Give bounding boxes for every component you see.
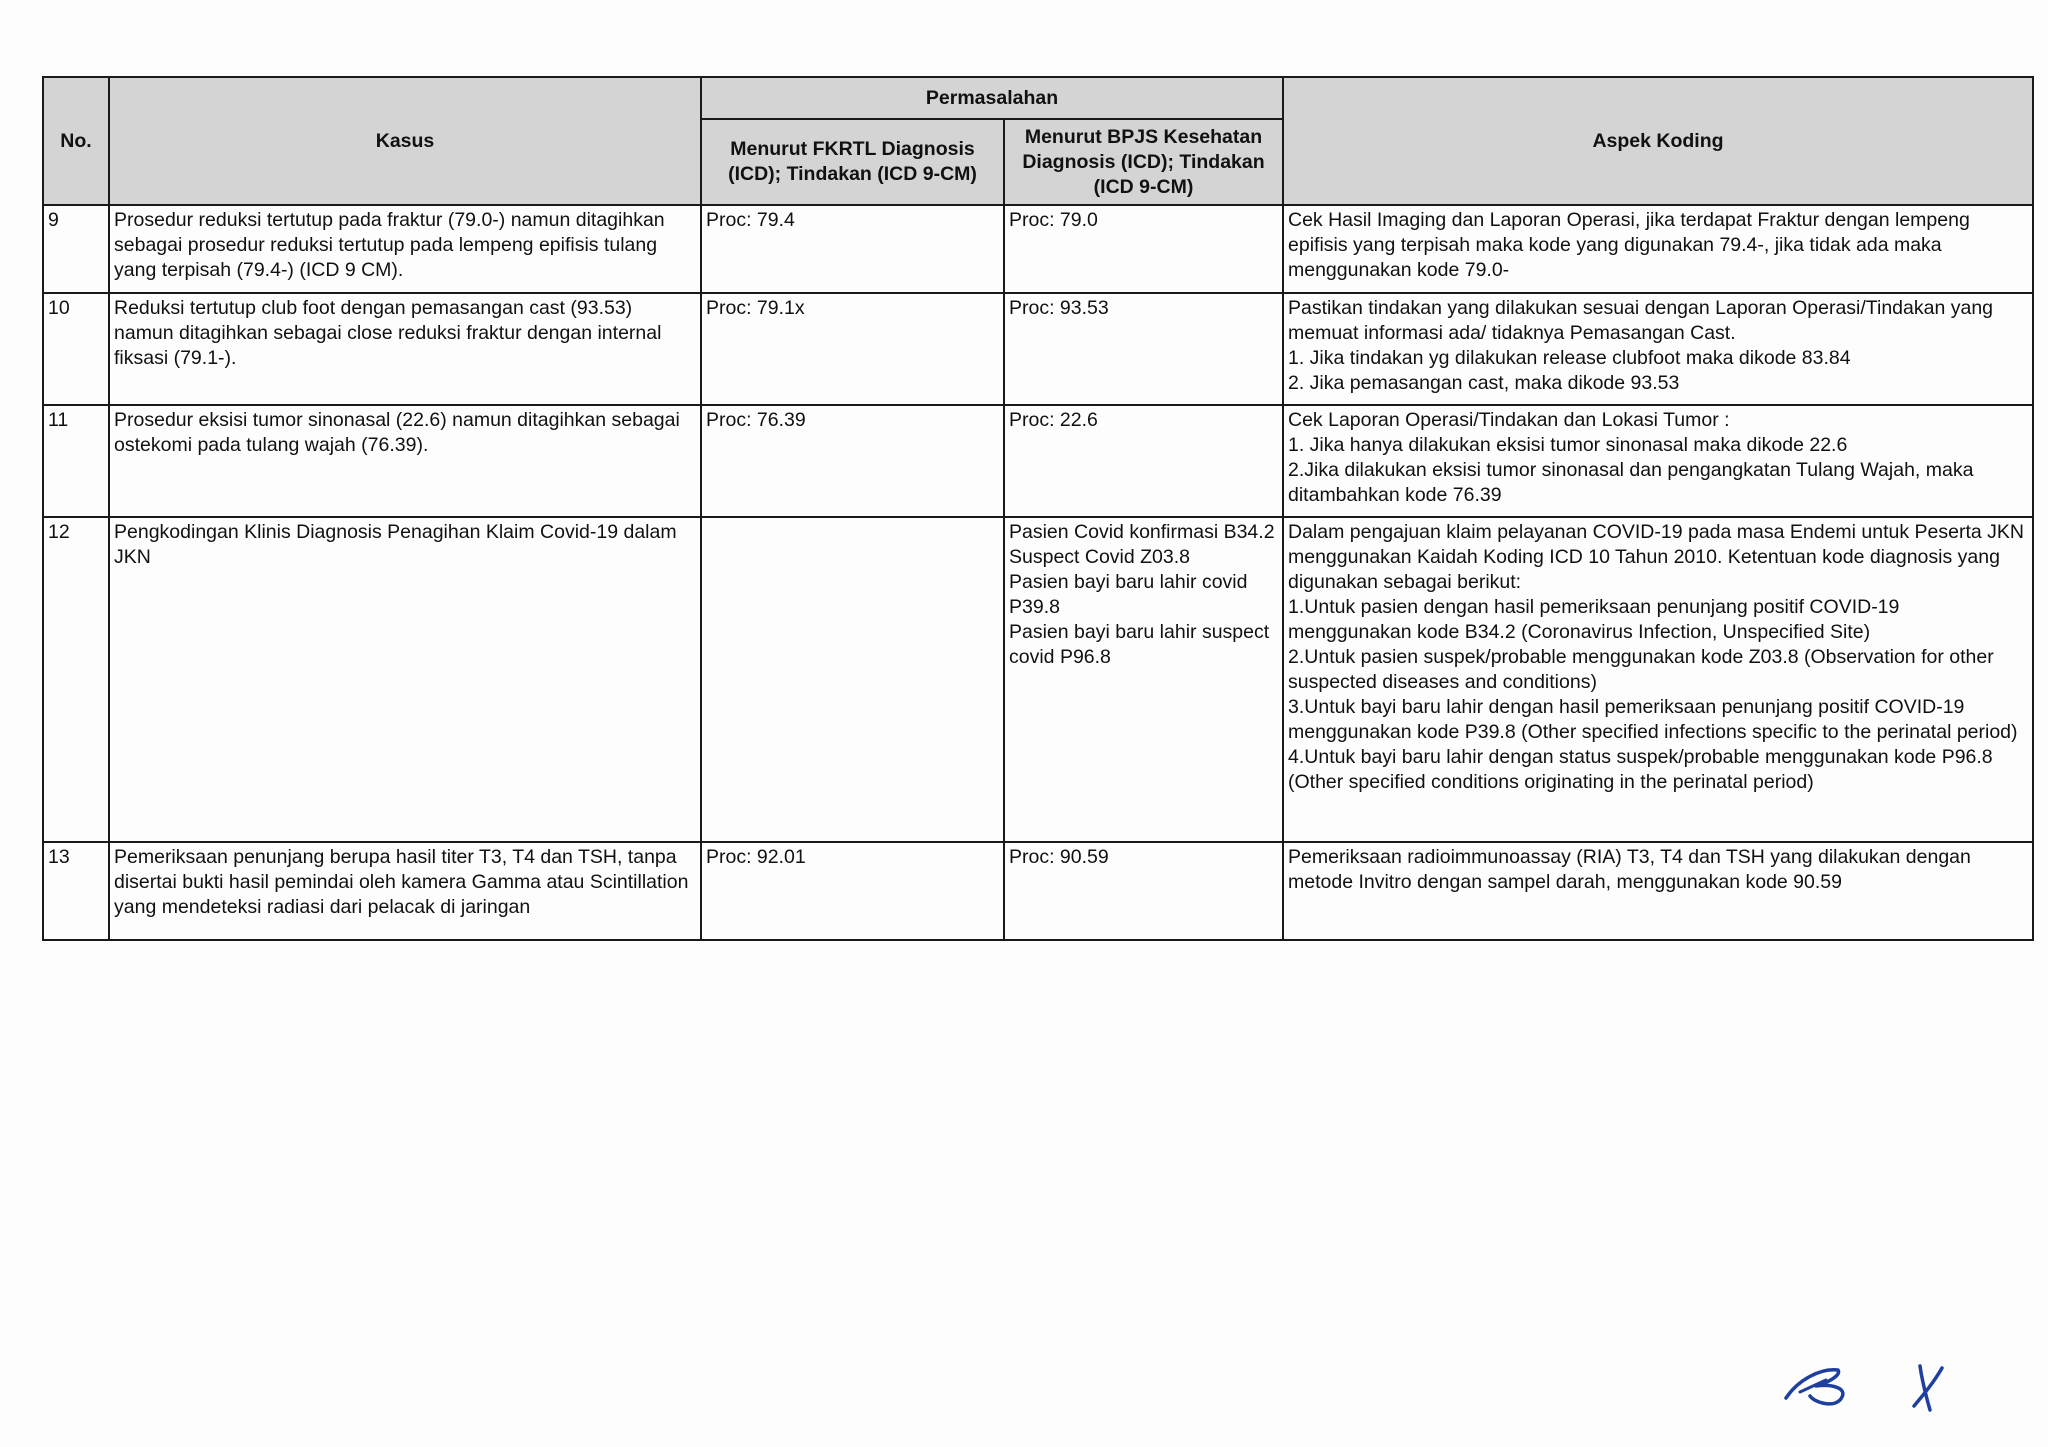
kasus-cell: Prosedur reduksi tertutup pada fraktur (79.0-) namun ditagihkan sebagai prosedur reduksi tertutup pada lempeng epifisis tulang yang terpisah (79.4-) (ICD 9 CM). (109, 205, 701, 293)
header-fkrtl: Menurut FKRTL Diagnosis (ICD); Tindakan (ICD 9-CM) (701, 119, 1004, 205)
header-no: No. (43, 77, 109, 205)
fkrtl-cell: Proc: 79.4 (701, 205, 1004, 293)
aspek-koding-cell: Pemeriksaan radioimmunoassay (RIA) T3, T4 dan TSH yang dilakukan dengan metode Invitro dengan sampel darah, menggunakan kode 90.59 (1283, 842, 2033, 940)
table-row (43, 842, 2033, 940)
kasus-cell: Prosedur eksisi tumor sinonasal (22.6) namun ditagihkan sebagai ostekomi pada tulang wajah (76.39). (109, 405, 701, 517)
header-bpjs: Menurut BPJS Kesehatan Diagnosis (ICD); Tindakan (ICD 9-CM) (1004, 119, 1283, 205)
table-row (43, 205, 2033, 293)
handwritten-initials (1780, 1340, 1960, 1420)
coding-issues-table (42, 76, 2034, 941)
fkrtl-cell: Proc: 76.39 (701, 405, 1004, 517)
table-row (43, 517, 2033, 842)
kasus-cell: Pengkodingan Klinis Diagnosis Penagihan Klaim Covid-19 dalam JKN (109, 517, 701, 842)
bpjs-cell: Proc: 22.6 (1004, 405, 1283, 517)
bpjs-cell: Proc: 90.59 (1004, 842, 1283, 940)
header-aspek-koding: Aspek Koding (1283, 77, 2033, 205)
fkrtl-cell: Proc: 92.01 (701, 842, 1004, 940)
bpjs-cell: Proc: 79.0 (1004, 205, 1283, 293)
row-number: 10 (43, 293, 109, 405)
aspek-koding-cell: Dalam pengajuan klaim pelayanan COVID-19 pada masa Endemi untuk Peserta JKN menggunakan Kaidah Koding ICD 10 Tahun 2010. Ketentuan kode diagnosis yang digunakan sebagai berikut: 1.Untuk pasien dengan hasil pemeriksaan penunjang positif COVID-19 menggunakan kode B34.2 (Coronavirus Infection, Unspecified Site) 2.Untuk pasien suspek/probable menggunakan kode Z03.8 (Observation for other suspected diseases and conditions) 3.Untuk bayi baru lahir dengan hasil pemeriksaan penunjang positif COVID-19 menggunakan kode P39.8 (Other specified infections specific to the perinatal period) 4.Untuk bayi baru lahir dengan status suspek/probable menggunakan kode P96.8 (Other specified conditions originating in the perinatal period) (1283, 517, 2033, 842)
fkrtl-cell: Proc: 79.1x (701, 293, 1004, 405)
header-permasalahan: Permasalahan (701, 77, 1283, 119)
row-number: 9 (43, 205, 109, 293)
aspek-koding-cell: Cek Laporan Operasi/Tindakan dan Lokasi Tumor : 1. Jika hanya dilakukan eksisi tumor sinonasal maka dikode 22.6 2.Jika dilakukan eksisi tumor sinonasal dan pengangkatan Tulang Wajah, maka ditambahkan kode 76.39 (1283, 405, 2033, 517)
header-kasus: Kasus (109, 77, 701, 205)
bpjs-cell: Pasien Covid konfirmasi B34.2 Suspect Covid Z03.8 Pasien bayi baru lahir covid P39.8 Pasien bayi baru lahir suspect covid P96.8 (1004, 517, 1283, 842)
aspek-koding-cell: Cek Hasil Imaging dan Laporan Operasi, jika terdapat Fraktur dengan lempeng epifisis yang terpisah maka kode yang digunakan 79.4-, jika tidak ada maka menggunakan kode 79.0- (1283, 205, 2033, 293)
bpjs-cell: Proc: 93.53 (1004, 293, 1283, 405)
row-number: 12 (43, 517, 109, 842)
aspek-koding-cell: Pastikan tindakan yang dilakukan sesuai dengan Laporan Operasi/Tindakan yang memuat informasi ada/ tidaknya Pemasangan Cast. 1. Jika tindakan yg dilakukan release clubfoot maka dikode 83.84 2. Jika pemasangan cast, maka dikode 93.53 (1283, 293, 2033, 405)
table-row (43, 293, 2033, 405)
kasus-cell: Reduksi tertutup club foot dengan pemasangan cast (93.53) namun ditagihkan sebagai close reduksi fraktur dengan internal fiksasi (79.1-). (109, 293, 701, 405)
kasus-cell: Pemeriksaan penunjang berupa hasil titer T3, T4 dan TSH, tanpa disertai bukti hasil pemindai oleh kamera Gamma atau Scintillation yang mendeteksi radiasi dari pelacak di jaringan (109, 842, 701, 940)
fkrtl-cell (701, 517, 1004, 842)
row-number: 13 (43, 842, 109, 940)
table-row (43, 405, 2033, 517)
row-number: 11 (43, 405, 109, 517)
